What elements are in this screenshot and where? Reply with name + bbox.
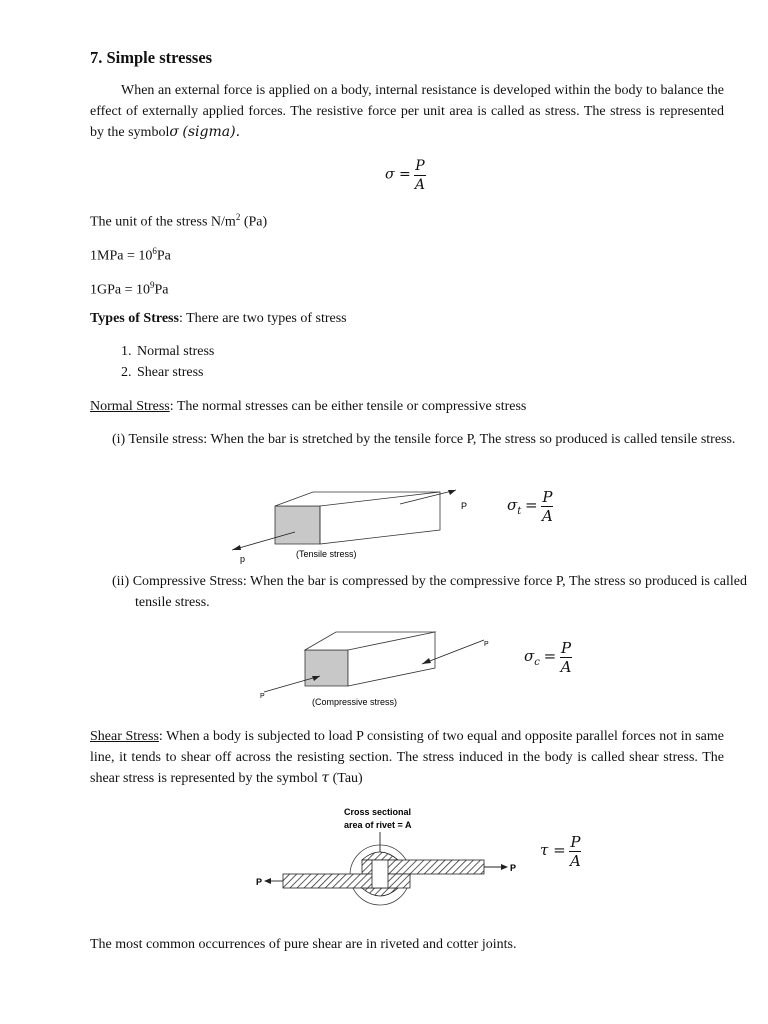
unit-text: The unit of the stress N/m — [90, 214, 236, 230]
closing-text: The most common occurrences of pure shear are in riveted and cotter joints. — [90, 937, 517, 952]
unit-suffix: (Pa) — [240, 214, 268, 230]
tensile-formula-num: P — [542, 488, 553, 506]
shear-heading: Shear Stress — [90, 729, 159, 744]
types-list — [90, 341, 435, 383]
tensile-paragraph — [112, 429, 747, 450]
intro-text: When an external force is applied on a body, internal resistance is developed within the body to balance the effect of externally applied forces. The resistive force per unit area is called as stress. The stress is represented by the symbol — [90, 83, 724, 140]
shear-formula-lhs: τ = — [540, 840, 566, 859]
mpa-post: Pa — [156, 248, 171, 264]
section-title-text: Simple stresses — [106, 48, 213, 67]
shear-formula-fraction — [569, 833, 581, 870]
compressive-formula-num: P — [560, 639, 572, 657]
shear-formula-den: A — [570, 852, 581, 870]
normal-stress-line — [90, 396, 526, 417]
compressive-paragraph — [112, 571, 747, 613]
shear-p-left: P — [256, 877, 263, 887]
compressive-formula-sub: c — [534, 656, 540, 668]
bar-front-face — [275, 506, 320, 544]
gpa-sup: 9 — [150, 280, 155, 290]
shear-text: : When a body is subjected to load P consisting of two equal and opposite parallel forces not in same line, it tends to shear off across the resisting section. The stress induced in the body is called shear stress. The shear stress is represented by the symbol — [90, 729, 724, 786]
lower-plate — [283, 874, 410, 888]
shear-figure — [250, 800, 525, 910]
tensile-caption: (Tensile stress) — [296, 549, 357, 559]
tau-name: (Tau) — [332, 771, 363, 786]
bar-front-face — [305, 650, 348, 686]
gpa-line — [90, 275, 169, 301]
tensile-p-left: p — [240, 554, 246, 564]
types-line — [90, 308, 347, 329]
tensile-formula-den: A — [541, 507, 553, 525]
compressive-caption: (Compressive stress) — [312, 697, 398, 707]
rivet-shank — [372, 860, 388, 888]
tensile-p-right: P — [461, 501, 468, 511]
compressive-p-left: P — [260, 693, 265, 700]
rivet-label-line2: area of rivet = A — [344, 820, 412, 830]
shear-p-right: P — [510, 863, 517, 873]
list-item: 1. Normal stress — [135, 341, 435, 362]
rivet-label-line1: Cross sectional — [344, 807, 412, 817]
shear-paragraph — [90, 726, 724, 789]
compressive-formula: $\sigma_c$ = $\frac{P}{A}$ — [524, 639, 572, 676]
types-text: : There are two types of stress — [178, 311, 347, 326]
tensile-formula: $\sigma_t$ = $\frac{P}{A}$ — [507, 488, 553, 525]
tensile-formula-sub: t — [517, 505, 522, 517]
formula-lhs: σ = — [385, 166, 411, 183]
sigma-name: (sigma). — [182, 124, 241, 140]
stress-formula — [385, 157, 426, 194]
list-item: 2. Shear stress — [135, 362, 435, 383]
tensile-text: Tensile stress: When the bar is stretched by the tensile force P, The stress so produced is called tensile stress. — [128, 432, 736, 447]
formula-fraction — [414, 157, 425, 194]
tensile-stress-figure — [220, 478, 490, 566]
tensile-marker: (i) — [112, 432, 126, 447]
compressive-formula-sigma: σ — [524, 646, 535, 665]
section-number: 7. — [90, 48, 103, 67]
mpa-sup: 6 — [152, 246, 157, 256]
formula-numerator: P — [415, 158, 425, 174]
tensile-formula-fraction — [541, 488, 553, 525]
normal-stress-heading: Normal Stress — [90, 399, 170, 414]
compressive-stress-figure — [250, 624, 500, 710]
formula-denominator: A — [414, 177, 426, 193]
shear-formula — [540, 833, 581, 870]
compressive-formula-den: A — [560, 658, 572, 676]
mpa-line — [90, 241, 171, 267]
tau-symbol: τ — [321, 770, 330, 786]
sigma-symbol: σ — [169, 124, 179, 140]
unit-line — [90, 207, 267, 233]
rivet-head-bottom — [362, 888, 398, 896]
types-heading: Types of Stress — [90, 311, 179, 326]
tensile-formula-sigma: σ — [507, 495, 518, 514]
rivet-head-top — [362, 852, 398, 860]
gpa-post: Pa — [154, 282, 169, 298]
gpa-pre: 1GPa = 10 — [90, 282, 151, 298]
compressive-marker: (ii) — [112, 574, 130, 589]
mpa-pre: 1MPa = 10 — [90, 248, 153, 264]
compressive-formula-fraction — [560, 639, 572, 676]
compressive-text: Compressive Stress: When the bar is compressed by the compressive force P, The stress so produced is called tensile stress. — [132, 574, 747, 610]
section-title — [90, 48, 212, 68]
unit-sup: 2 — [235, 212, 241, 222]
normal-stress-text: : The normal stresses can be either tensile or compressive stress — [169, 399, 527, 414]
compressive-p-right: P — [484, 641, 489, 648]
intro-paragraph — [90, 80, 724, 143]
shear-formula-num: P — [570, 833, 581, 851]
